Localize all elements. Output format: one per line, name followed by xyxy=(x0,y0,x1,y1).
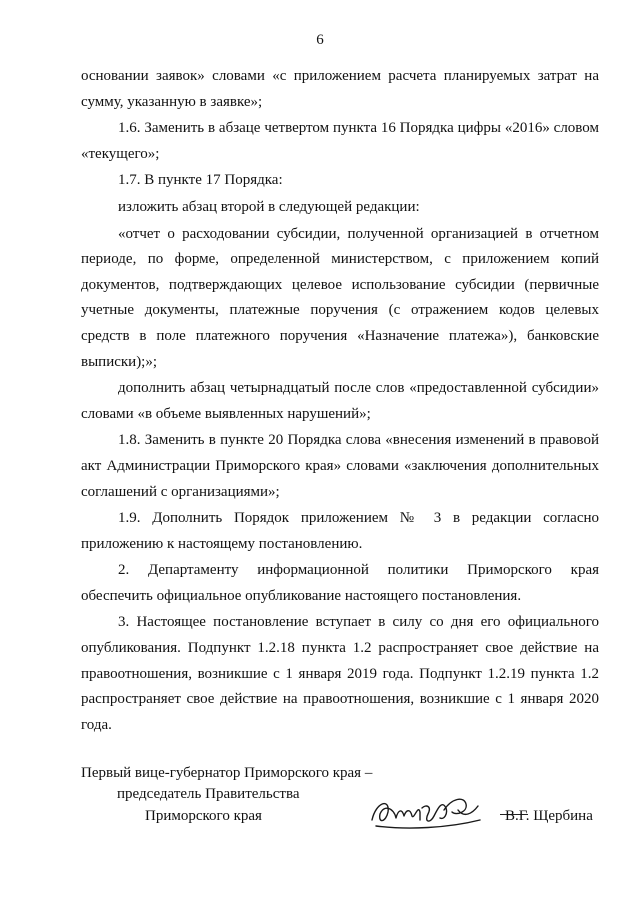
signatory-title-line1: Первый вице-губернатор Приморского края – xyxy=(81,765,373,781)
paragraph-item-1-8: 1.8. Заменить в пункте 20 Порядка слова «внесения изменений в правовой акт Администрации Приморского края» словами «заключения дополнительных соглашений с организациями»; xyxy=(81,432,599,500)
page-number: 6 xyxy=(316,32,324,48)
handwritten-signature xyxy=(368,790,488,834)
paragraph-item-1-6: 1.6. Заменить в абзаце четвертом пункта 16 Порядка цифры «2016» словом «текущего»; xyxy=(81,120,599,162)
paragraph-item-1-7: 1.7. В пункте 17 Порядка: xyxy=(118,172,283,189)
paragraph-restate-abzac: изложить абзац второй в следующей редакции: xyxy=(118,198,420,215)
paragraph-quoted-report: «отчет о расходовании субсидии, полученной организацией в отчетном периоде, по форме, определенной министерством, с приложением копий документов, подтверждающих целевое использование субсидии (первичные учетные документы, платежные поручения (с отражением кодов целевых средств в поле платежного поручения «Назначение платежа»), банковские выписки);»; xyxy=(81,225,599,370)
signatory-title-line2: председатель Правительства xyxy=(117,786,300,802)
paragraph-continuation: основании заявок» словами «с приложением расчета планируемых затрат на сумму, указанную в заявке»; xyxy=(81,68,599,110)
paragraph-item-3: 3. Настоящее постановление вступает в силу со дня его официального опубликования. Подпункт 1.2.18 пункта 1.2 распространяет свое действие на правоотношения, возникшие с 1 января 2019 года. Подпункт 1.2.19 пункта 1.2 распространяет свое действие на правоотношения, возникшие с 1 января 2020 года. xyxy=(81,614,599,733)
signatory-title-line3: Приморского края xyxy=(145,808,262,824)
paragraph-add-abzac: дополнить абзац четырнадцатый после слов «предоставленной субсидии» словами «в объеме выявленных нарушений»; xyxy=(81,380,599,422)
paragraph-item-2: 2. Департаменту информационной политики Приморского края обеспечить официальное опубликование настоящего постановления. xyxy=(81,562,599,604)
signatory-name: В.Г. Щербина xyxy=(505,808,593,824)
paragraph-item-1-9: 1.9. Дополнить Порядок приложением № 3 в редакции согласно приложению к настоящему постановлению. xyxy=(81,510,599,552)
